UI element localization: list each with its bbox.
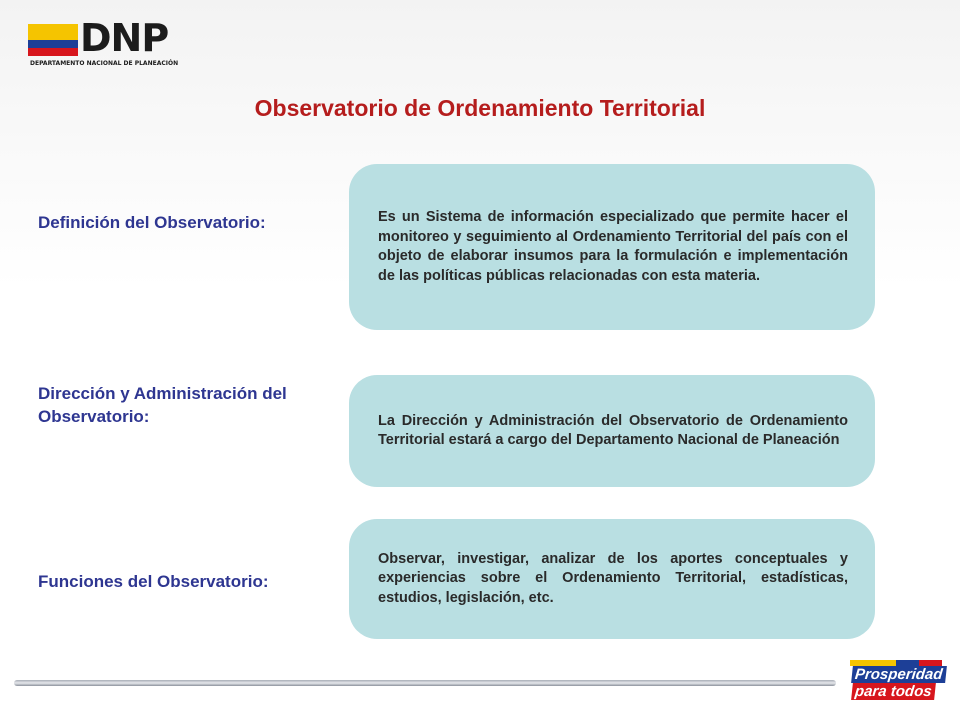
label-definicion: Definición del Observatorio: — [38, 213, 266, 232]
logo-name: DNP — [80, 16, 169, 60]
dnp-logo — [28, 16, 179, 72]
prosperidad-logo — [850, 660, 942, 702]
label-funciones: Funciones del Observatorio: — [38, 572, 269, 591]
prosperidad-line1: Prosperidad — [851, 666, 946, 683]
text-direccion: La Dirección y Administración del Observatorio de Ordenamiento Territorial estará a cargo del Departamento Nacional de Planeación — [378, 412, 848, 448]
logo-subtitle: DEPARTAMENTO NACIONAL DE PLANEACIÓN — [30, 60, 179, 67]
footer-divider — [14, 680, 836, 686]
box-funciones — [349, 519, 875, 639]
text-funciones: Observar, investigar, analizar de los aportes conceptuales y experiencias sobre el Ordenamiento Territorial, estadísticas, estudios, legislación, etc. — [378, 550, 848, 606]
label-direccion: Dirección y Administración del Observatorio: — [38, 384, 287, 426]
box-direccion — [349, 375, 875, 487]
box-definicion — [349, 164, 875, 330]
colombia-flag-icon — [28, 24, 78, 56]
prosperidad-line2: para todos — [851, 683, 935, 700]
text-definicion: Es un Sistema de información especializado que permite hacer el monitoreo y seguimiento al Ordenamiento Territorial del país con el objeto de elaborar insumos para la formulación e implementación de las políticas públicas relacionadas con esta materia. — [378, 209, 848, 284]
page-title: Observatorio de Ordenamiento Territorial — [254, 95, 706, 121]
